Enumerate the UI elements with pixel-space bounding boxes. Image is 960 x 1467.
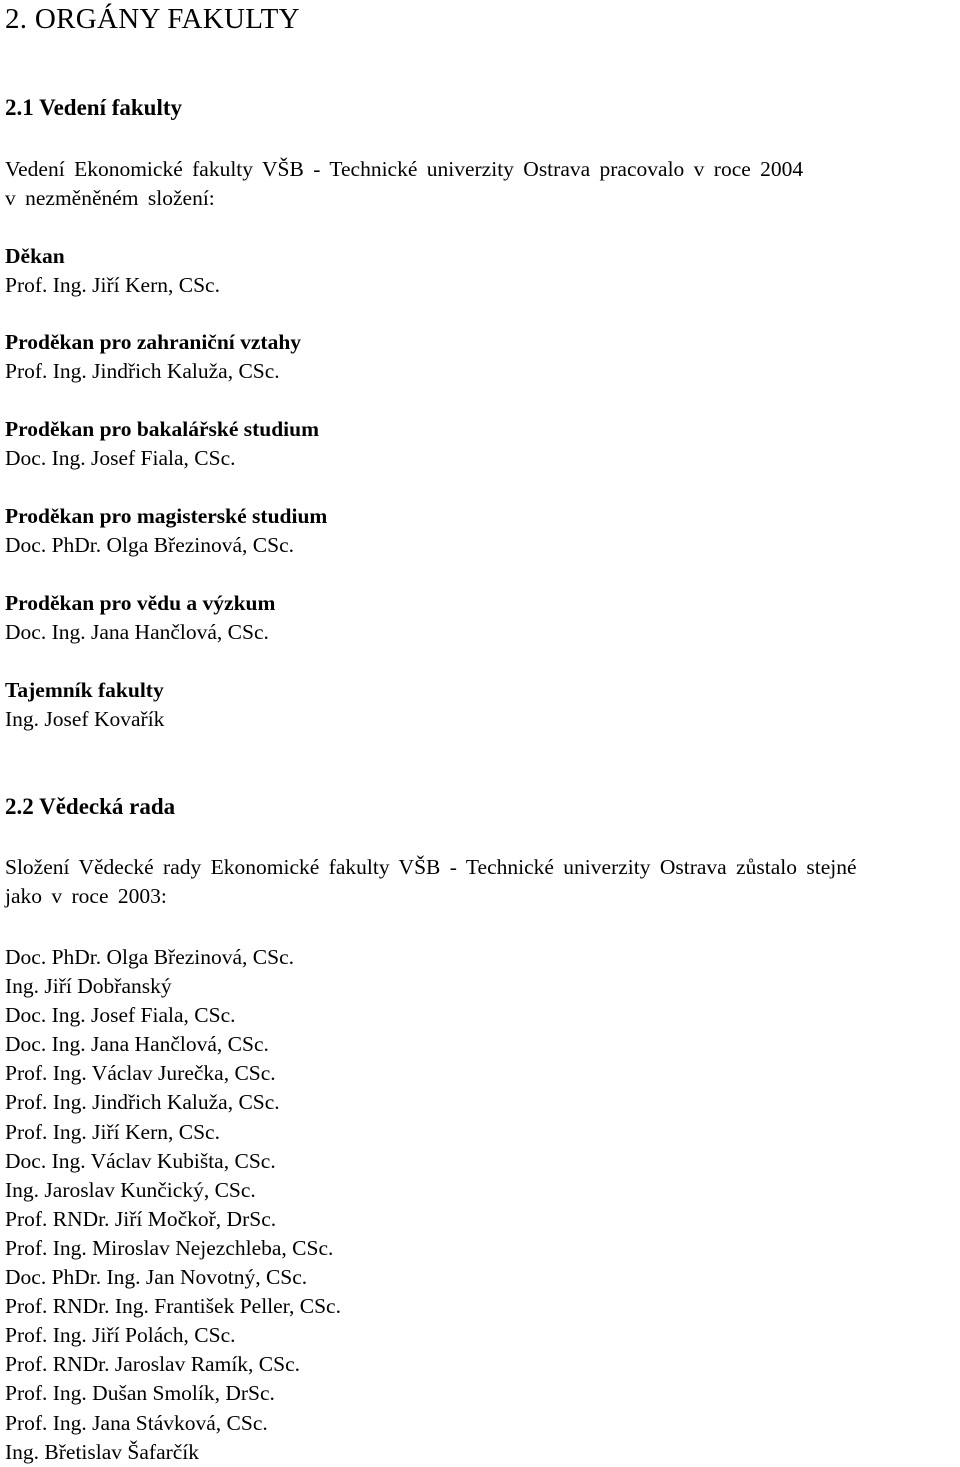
board-member: Prof. Ing. Jindřich Kaluža, CSc.	[5, 1090, 280, 1115]
board-member: Doc. PhDr. Olga Březinová, CSc.	[5, 945, 295, 969]
role-title-vicedean-research: Proděkan pro vědu a výzkum	[5, 591, 276, 615]
role-person-vicedean-bachelor: Doc. Ing. Josef Fiala, CSc.	[5, 446, 236, 470]
board-member: Doc. Ing. Jana Hančlová, CSc.	[5, 1032, 269, 1057]
role-title-dean: Děkan	[5, 244, 65, 268]
board-member: Doc. Ing. Josef Fiala, CSc.	[5, 1003, 236, 1028]
board-member: Prof. Ing. Jiří Kern, CSc.	[5, 1119, 220, 1144]
role-person-dean: Prof. Ing. Jiří Kern, CSc.	[5, 273, 220, 297]
board-member: Prof. RNDr. Jiří Močkoř, DrSc.	[5, 1206, 277, 1231]
role-person-vicedean-master: Doc. PhDr. Olga Březinová, CSc.	[5, 533, 295, 557]
board-intro-line-2: jako v roce 2003:	[5, 884, 167, 908]
role-title-secretary: Tajemník fakulty	[5, 678, 164, 702]
section-heading-scientific-board: 2.2 Vědecká rada	[5, 794, 176, 819]
role-person-vicedean-research: Doc. Ing. Jana Hančlová, CSc.	[5, 620, 269, 644]
board-intro-line-1: Složení Vědecké rady Ekonomické fakulty VŠB - Technické univerzity Ostrava zůstalo stejné	[5, 855, 857, 879]
board-member: Ing. Břetislav Šafarčík	[5, 1439, 200, 1464]
board-member: Ing. Jaroslav Kunčický, CSc.	[5, 1177, 256, 1202]
board-member: Prof. RNDr. Ing. František Peller, CSc.	[5, 1294, 341, 1319]
board-member: Prof. Ing. Jana Stávková, CSc.	[5, 1410, 268, 1435]
board-member: Prof. Ing. Václav Jurečka, CSc.	[5, 1061, 276, 1086]
role-title-vicedean-master: Proděkan pro magisterské studium	[5, 504, 328, 528]
role-person-secretary: Ing. Josef Kovařík	[5, 707, 165, 731]
leadership-intro-line-2: v nezměněném složení:	[5, 186, 215, 210]
section-heading-leadership: 2.1 Vedení fakulty	[5, 95, 183, 120]
board-member-list	[5, 943, 341, 1467]
board-member: Prof. Ing. Miroslav Nejezchleba, CSc.	[5, 1235, 334, 1260]
board-member: Prof. Ing. Jiří Polách, CSc.	[5, 1323, 236, 1348]
board-member: Doc. Ing. Václav Kubišta, CSc.	[5, 1148, 276, 1173]
leadership-intro-line-1: Vedení Ekonomické fakulty VŠB - Technické univerzity Ostrava pracovalo v roce 2004	[5, 157, 804, 181]
board-member: Prof. Ing. Dušan Smolík, DrSc.	[5, 1381, 275, 1406]
board-member: Prof. RNDr. Jaroslav Ramík, CSc.	[5, 1352, 301, 1377]
role-title-vicedean-bachelor: Proděkan pro bakalářské studium	[5, 417, 320, 441]
board-member: Ing. Jiří Dobřanský	[5, 974, 172, 999]
role-title-vicedean-international: Proděkan pro zahraniční vztahy	[5, 330, 302, 354]
role-person-vicedean-international: Prof. Ing. Jindřich Kaluža, CSc.	[5, 359, 280, 383]
board-member: Doc. PhDr. Ing. Jan Novotný, CSc.	[5, 1265, 308, 1290]
chapter-title: 2. ORGÁNY FAKULTY	[5, 3, 300, 35]
